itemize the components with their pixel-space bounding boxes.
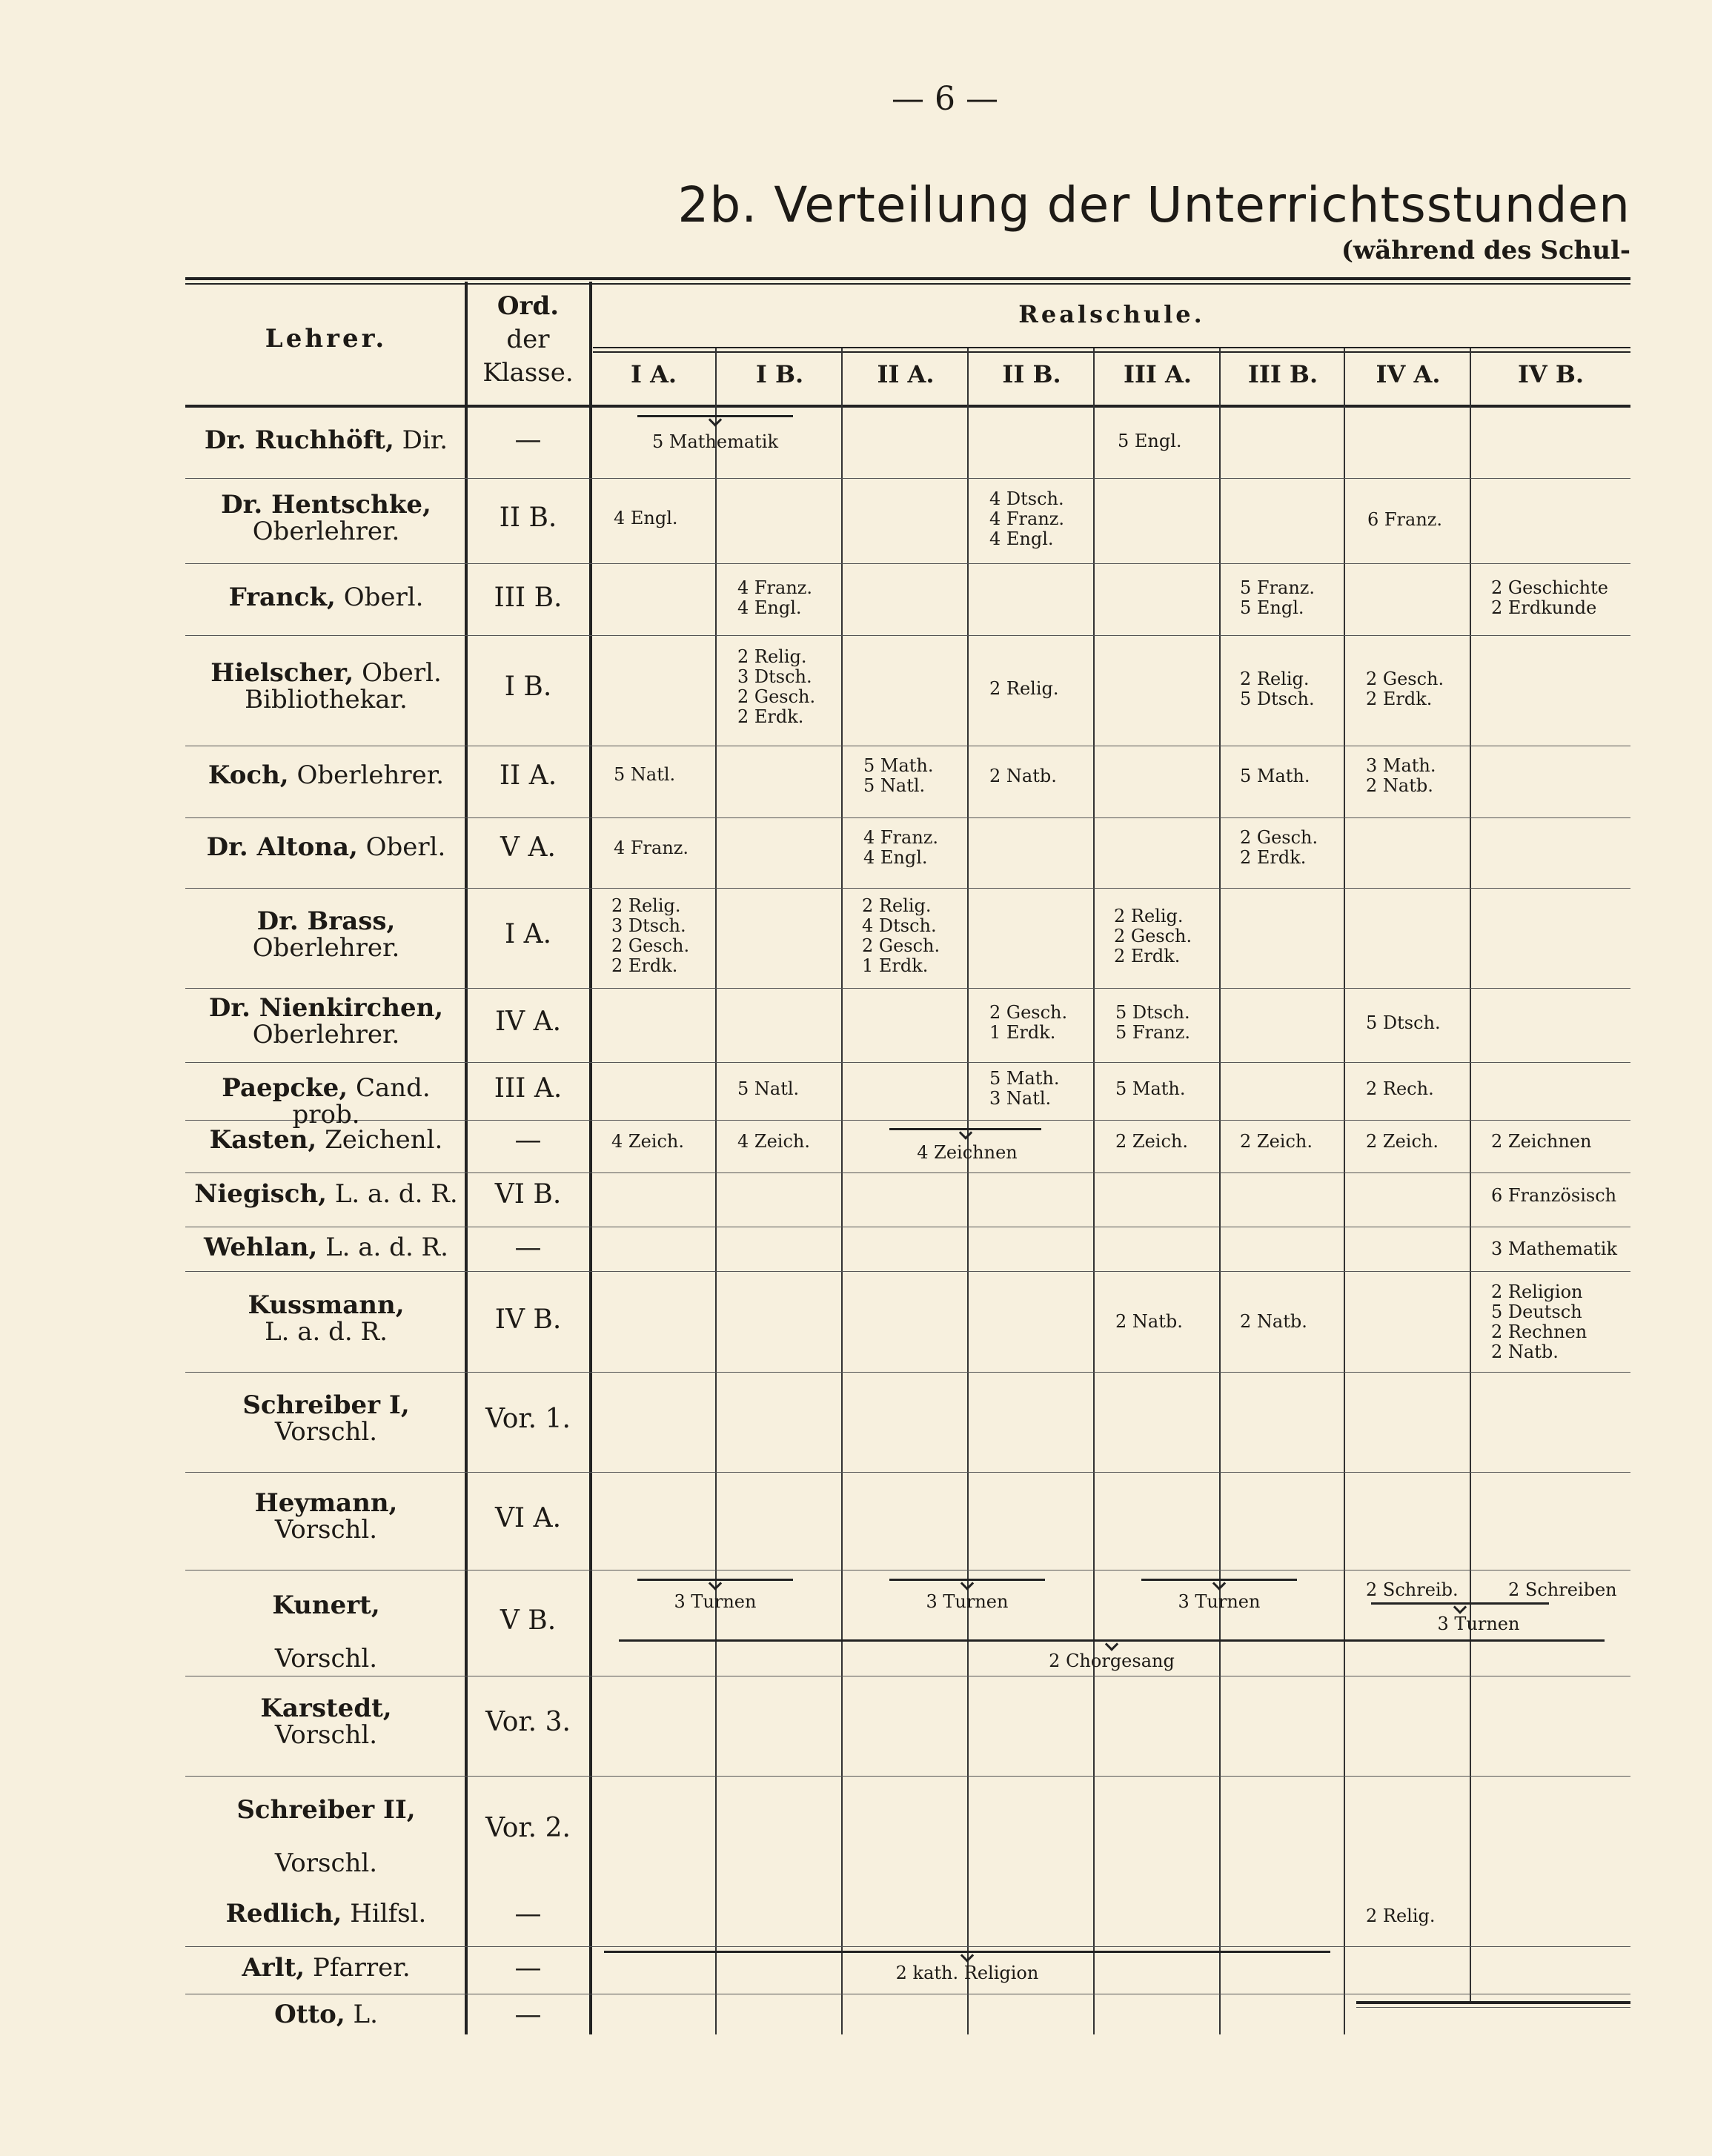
cell-kasten-iiib: 2 Zeich. bbox=[1240, 1131, 1313, 1152]
klasse-kasten: — bbox=[514, 1125, 542, 1155]
row-rule bbox=[185, 1776, 1630, 1777]
cell-niegisch-ivb: 6 Französisch bbox=[1491, 1185, 1617, 1206]
klasse-schreiber-i: Vor. 1. bbox=[485, 1404, 571, 1434]
row-rule bbox=[185, 635, 1630, 636]
cell-nienkirchen-iiia-2: 5 Franz. bbox=[1115, 1022, 1191, 1043]
cell-hielscher-ib-3: 2 Gesch. bbox=[737, 686, 816, 707]
cell-franck-ib-1: 4 Franz. bbox=[737, 577, 813, 598]
row-rule bbox=[185, 888, 1630, 889]
page-number: — 6 — bbox=[892, 80, 998, 118]
col-divider bbox=[1219, 348, 1221, 2034]
page-subtitle: (während des Schul- bbox=[1341, 236, 1630, 265]
cell-altona-iiib-2: 2 Erdk. bbox=[1240, 847, 1307, 868]
klasse-kunert: V B. bbox=[500, 1605, 557, 1636]
class-header-iiib: III B. bbox=[1247, 360, 1318, 388]
cell-brass-iia-4: 1 Erdk. bbox=[862, 955, 929, 976]
header-bottom-rule bbox=[185, 405, 1630, 408]
class-header-iia: II A. bbox=[877, 360, 935, 388]
col-divider bbox=[715, 348, 717, 2034]
row-rule bbox=[185, 478, 1630, 479]
row-rule bbox=[185, 1062, 1630, 1063]
cell-kasten-ivb: 2 Zeichnen bbox=[1491, 1131, 1592, 1152]
brace bbox=[889, 1128, 1041, 1130]
cell-ruchhoeft-iiia: 5 Engl. bbox=[1118, 431, 1182, 451]
header-lehrer: Lehrer. bbox=[265, 324, 388, 354]
col-divider bbox=[1470, 348, 1471, 2001]
teacher-kussmann: Kussmann, L. a. d. R. bbox=[248, 1290, 405, 1347]
cell-brass-ia-3: 2 Gesch. bbox=[611, 935, 690, 956]
cell-hentschke-iib-3: 4 Engl. bbox=[989, 528, 1054, 549]
klasse-ruchhoeft: — bbox=[514, 425, 542, 455]
cell-kussmann-ivb-4: 2 Natb. bbox=[1491, 1341, 1559, 1362]
klasse-wehlan: — bbox=[514, 1233, 542, 1263]
cell-kasten-zeichnen: 4 Zeichnen bbox=[917, 1142, 1018, 1163]
cell-kunert-chorgesang: 2 Chorgesang bbox=[1049, 1651, 1175, 1671]
klasse-nienkirchen: IV A. bbox=[494, 1006, 562, 1037]
cell-altona-iiib-1: 2 Gesch. bbox=[1240, 827, 1318, 848]
page-title: 2b. Verteilung der Unterrichtsstunden bbox=[677, 176, 1630, 233]
klasse-altona: V A. bbox=[500, 832, 556, 863]
cell-kussmann-ivb-2: 5 Deutsch bbox=[1491, 1301, 1582, 1322]
cell-wehlan-ivb: 3 Mathematik bbox=[1491, 1238, 1618, 1259]
teacher-altona: Dr. Altona, Oberl. bbox=[206, 832, 446, 862]
teacher-ruchhoeft: Dr. Ruchhöft, Dir. bbox=[204, 425, 448, 455]
cell-nienkirchen-iib-1: 2 Gesch. bbox=[989, 1002, 1068, 1023]
cell-kunert-turnen-2: 3 Turnen bbox=[926, 1591, 1009, 1612]
cell-kunert-ivb: 2 Schreiben bbox=[1508, 1579, 1617, 1600]
teacher-hentschke: Dr. Hentschke, Oberlehrer. bbox=[221, 490, 431, 546]
teacher-schreiber-ii: Schreiber II, Vorschl. bbox=[236, 1795, 416, 1878]
cell-hielscher-iva-2: 2 Erdk. bbox=[1366, 689, 1433, 709]
cell-kussmann-iiia: 2 Natb. bbox=[1115, 1311, 1183, 1332]
cell-koch-iib: 2 Natb. bbox=[989, 766, 1057, 786]
cell-kussmann-ivb-1: 2 Religion bbox=[1491, 1281, 1583, 1302]
cell-hentschke-iib-1: 4 Dtsch. bbox=[989, 488, 1064, 509]
cell-hielscher-ib-4: 2 Erdk. bbox=[737, 706, 804, 727]
row-rule bbox=[185, 1946, 1630, 1947]
table-top-rule-thin bbox=[185, 283, 1630, 285]
teacher-nienkirchen: Dr. Nienkirchen, Oberlehrer. bbox=[208, 993, 444, 1049]
cell-kunert-turnen-4: 3 Turnen bbox=[1437, 1613, 1520, 1634]
cell-brass-iiia-3: 2 Erdk. bbox=[1114, 946, 1181, 966]
cell-brass-iiia-2: 2 Gesch. bbox=[1114, 926, 1192, 946]
klasse-niegisch: VI B. bbox=[494, 1179, 562, 1210]
klasse-paepcke: III A. bbox=[494, 1073, 563, 1104]
cell-arlt-kath-religion: 2 kath. Religion bbox=[895, 1963, 1039, 1983]
cell-paepcke-iiia: 5 Math. bbox=[1115, 1078, 1186, 1099]
header-der: der bbox=[506, 325, 550, 354]
klasse-kussmann: IV B. bbox=[494, 1304, 562, 1335]
cell-brass-iiia-1: 2 Relig. bbox=[1114, 906, 1184, 926]
klasse-hielscher: I B. bbox=[504, 671, 552, 702]
cell-koch-iiib: 5 Math. bbox=[1240, 766, 1310, 786]
cell-paepcke-iib-1: 5 Math. bbox=[989, 1068, 1060, 1089]
cell-franck-iiib-2: 5 Engl. bbox=[1240, 597, 1304, 618]
cell-altona-iia-1: 4 Franz. bbox=[863, 827, 939, 848]
col-divider bbox=[967, 348, 969, 2034]
col-divider bbox=[1344, 348, 1345, 2034]
teacher-brass: Dr. Brass, Oberlehrer. bbox=[252, 906, 400, 963]
cell-franck-iiib-1: 5 Franz. bbox=[1240, 577, 1315, 598]
header-realschule: Realschule. bbox=[1018, 300, 1205, 328]
cell-brass-iia-3: 2 Gesch. bbox=[862, 935, 940, 956]
brace bbox=[637, 415, 793, 417]
cell-franck-ivb-1: 2 Geschichte bbox=[1491, 577, 1608, 598]
teacher-karstedt: Karstedt, Vorschl. bbox=[260, 1694, 392, 1750]
cell-hielscher-iiib-1: 2 Relig. bbox=[1240, 669, 1310, 689]
teacher-wehlan: Wehlan, L. a. d. R. bbox=[204, 1233, 448, 1262]
teacher-kasten: Kasten, Zeichenl. bbox=[209, 1125, 443, 1155]
brace bbox=[637, 1579, 793, 1581]
klasse-schreiber-ii: Vor. 2. bbox=[485, 1813, 571, 1843]
header-rule bbox=[593, 347, 1630, 348]
row-rule bbox=[185, 988, 1630, 989]
brace bbox=[1141, 1579, 1297, 1581]
cell-kussmann-iiib: 2 Natb. bbox=[1240, 1311, 1307, 1332]
table-top-rule bbox=[185, 277, 1630, 280]
cell-hentschke-iva: 6 Franz. bbox=[1367, 509, 1443, 530]
cell-altona-iia-2: 4 Engl. bbox=[863, 847, 928, 868]
cell-hentschke-iib-2: 4 Franz. bbox=[989, 508, 1065, 529]
klasse-koch: II A. bbox=[499, 760, 557, 791]
teacher-hielscher: Hielscher, Oberl. Bibliothekar. bbox=[210, 658, 442, 714]
cell-koch-iva-2: 2 Natb. bbox=[1366, 775, 1433, 796]
cell-brass-ia-2: 3 Dtsch. bbox=[611, 915, 686, 936]
cell-hielscher-iib: 2 Relig. bbox=[989, 678, 1059, 699]
brace bbox=[889, 1579, 1045, 1581]
klasse-karstedt: Vor. 3. bbox=[485, 1707, 571, 1737]
cell-redlich-iva: 2 Relig. bbox=[1366, 1905, 1436, 1926]
cell-koch-iia-1: 5 Math. bbox=[863, 755, 934, 776]
end-rule bbox=[1356, 2001, 1630, 2004]
cell-hielscher-ib-2: 3 Dtsch. bbox=[737, 666, 812, 687]
cell-franck-ib-2: 4 Engl. bbox=[737, 597, 802, 618]
klasse-redlich: — bbox=[514, 1899, 542, 1929]
cell-kunert-turnen-1: 3 Turnen bbox=[674, 1591, 757, 1612]
col-divider-klasse bbox=[589, 282, 592, 2034]
row-rule bbox=[185, 563, 1630, 564]
cell-brass-iia-1: 2 Relig. bbox=[862, 895, 932, 916]
cell-brass-ia-4: 2 Erdk. bbox=[611, 955, 678, 976]
cell-brass-ia-1: 2 Relig. bbox=[611, 895, 681, 916]
class-header-iiia: III A. bbox=[1123, 360, 1192, 388]
class-header-ia: I A. bbox=[630, 360, 677, 388]
cell-brass-iia-2: 4 Dtsch. bbox=[862, 915, 937, 936]
row-rule bbox=[185, 1472, 1630, 1473]
teacher-otto: Otto, L. bbox=[274, 2000, 378, 2029]
header-rule-thin bbox=[593, 351, 1630, 353]
cell-hielscher-iiib-2: 5 Dtsch. bbox=[1240, 689, 1315, 709]
teacher-koch: Koch, Oberlehrer. bbox=[208, 760, 445, 790]
cell-nienkirchen-iiia-1: 5 Dtsch. bbox=[1115, 1002, 1190, 1023]
klasse-brass: I A. bbox=[504, 919, 552, 949]
header-ord: Ord. bbox=[497, 291, 560, 321]
class-header-iib: II B. bbox=[1002, 360, 1061, 388]
cell-koch-iia-2: 5 Natl. bbox=[863, 775, 926, 796]
teacher-kunert: Kunert, Vorschl. bbox=[272, 1591, 380, 1674]
teacher-arlt: Arlt, Pfarrer. bbox=[242, 1953, 411, 1983]
cell-kasten-iiia: 2 Zeich. bbox=[1115, 1131, 1188, 1152]
cell-kunert-turnen-3: 3 Turnen bbox=[1178, 1591, 1261, 1612]
cell-koch-iva-1: 3 Math. bbox=[1366, 755, 1436, 776]
brace bbox=[619, 1639, 1605, 1642]
teacher-heymann: Heymann, Vorschl. bbox=[254, 1488, 398, 1545]
klasse-otto: — bbox=[514, 2000, 542, 2030]
col-divider bbox=[1093, 348, 1095, 2034]
col-divider bbox=[841, 348, 843, 2034]
cell-franck-ivb-2: 2 Erdkunde bbox=[1491, 597, 1597, 618]
klasse-heymann: VI A. bbox=[494, 1503, 562, 1533]
col-divider-lehrer bbox=[465, 282, 468, 2034]
cell-altona-ia: 4 Franz. bbox=[614, 837, 689, 858]
cell-nienkirchen-iib-2: 1 Erdk. bbox=[989, 1022, 1056, 1043]
klasse-franck: III B. bbox=[494, 583, 563, 613]
cell-paepcke-ib: 5 Natl. bbox=[737, 1078, 800, 1099]
brace bbox=[1371, 1602, 1549, 1605]
klasse-arlt: — bbox=[514, 1953, 542, 1983]
cell-paepcke-iva: 2 Rech. bbox=[1366, 1078, 1434, 1099]
cell-nienkirchen-iva: 5 Dtsch. bbox=[1366, 1012, 1441, 1033]
cell-hielscher-ib-1: 2 Relig. bbox=[737, 646, 807, 667]
row-rule bbox=[185, 1372, 1630, 1373]
teacher-paepcke: Paepcke, Cand. prob. bbox=[222, 1073, 431, 1130]
end-rule bbox=[1356, 2007, 1630, 2008]
teacher-schreiber-i: Schreiber I, Vorschl. bbox=[242, 1390, 410, 1447]
teacher-niegisch: Niegisch, L. a. d. R. bbox=[194, 1179, 458, 1209]
cell-kasten-ib: 4 Zeich. bbox=[737, 1131, 810, 1152]
class-header-ivb: IV B. bbox=[1517, 360, 1585, 388]
cell-hentschke-ia: 4 Engl. bbox=[614, 508, 678, 528]
teacher-redlich: Redlich, Hilfsl. bbox=[225, 1899, 427, 1928]
class-header-iva: IV A. bbox=[1376, 360, 1441, 388]
row-rule bbox=[185, 1271, 1630, 1272]
cell-kasten-iva: 2 Zeich. bbox=[1366, 1131, 1439, 1152]
row-rule bbox=[185, 1172, 1630, 1173]
cell-ruchhoeft-mathematik: 5 Mathematik bbox=[651, 431, 778, 452]
teacher-franck: Franck, Oberl. bbox=[228, 583, 424, 612]
header-klasse: Klasse. bbox=[482, 358, 574, 388]
row-rule bbox=[185, 817, 1630, 818]
cell-kasten-ia: 4 Zeich. bbox=[611, 1131, 684, 1152]
cell-paepcke-iib-2: 3 Natl. bbox=[989, 1088, 1052, 1109]
cell-kunert-iva: 2 Schreib. bbox=[1366, 1579, 1459, 1600]
cell-koch-ia: 5 Natl. bbox=[614, 764, 676, 785]
cell-kussmann-ivb-3: 2 Rechnen bbox=[1491, 1321, 1587, 1342]
cell-hielscher-iva-1: 2 Gesch. bbox=[1366, 669, 1444, 689]
klasse-hentschke: II B. bbox=[499, 502, 557, 533]
class-header-ib: I B. bbox=[755, 360, 804, 388]
brace bbox=[604, 1951, 1330, 1953]
